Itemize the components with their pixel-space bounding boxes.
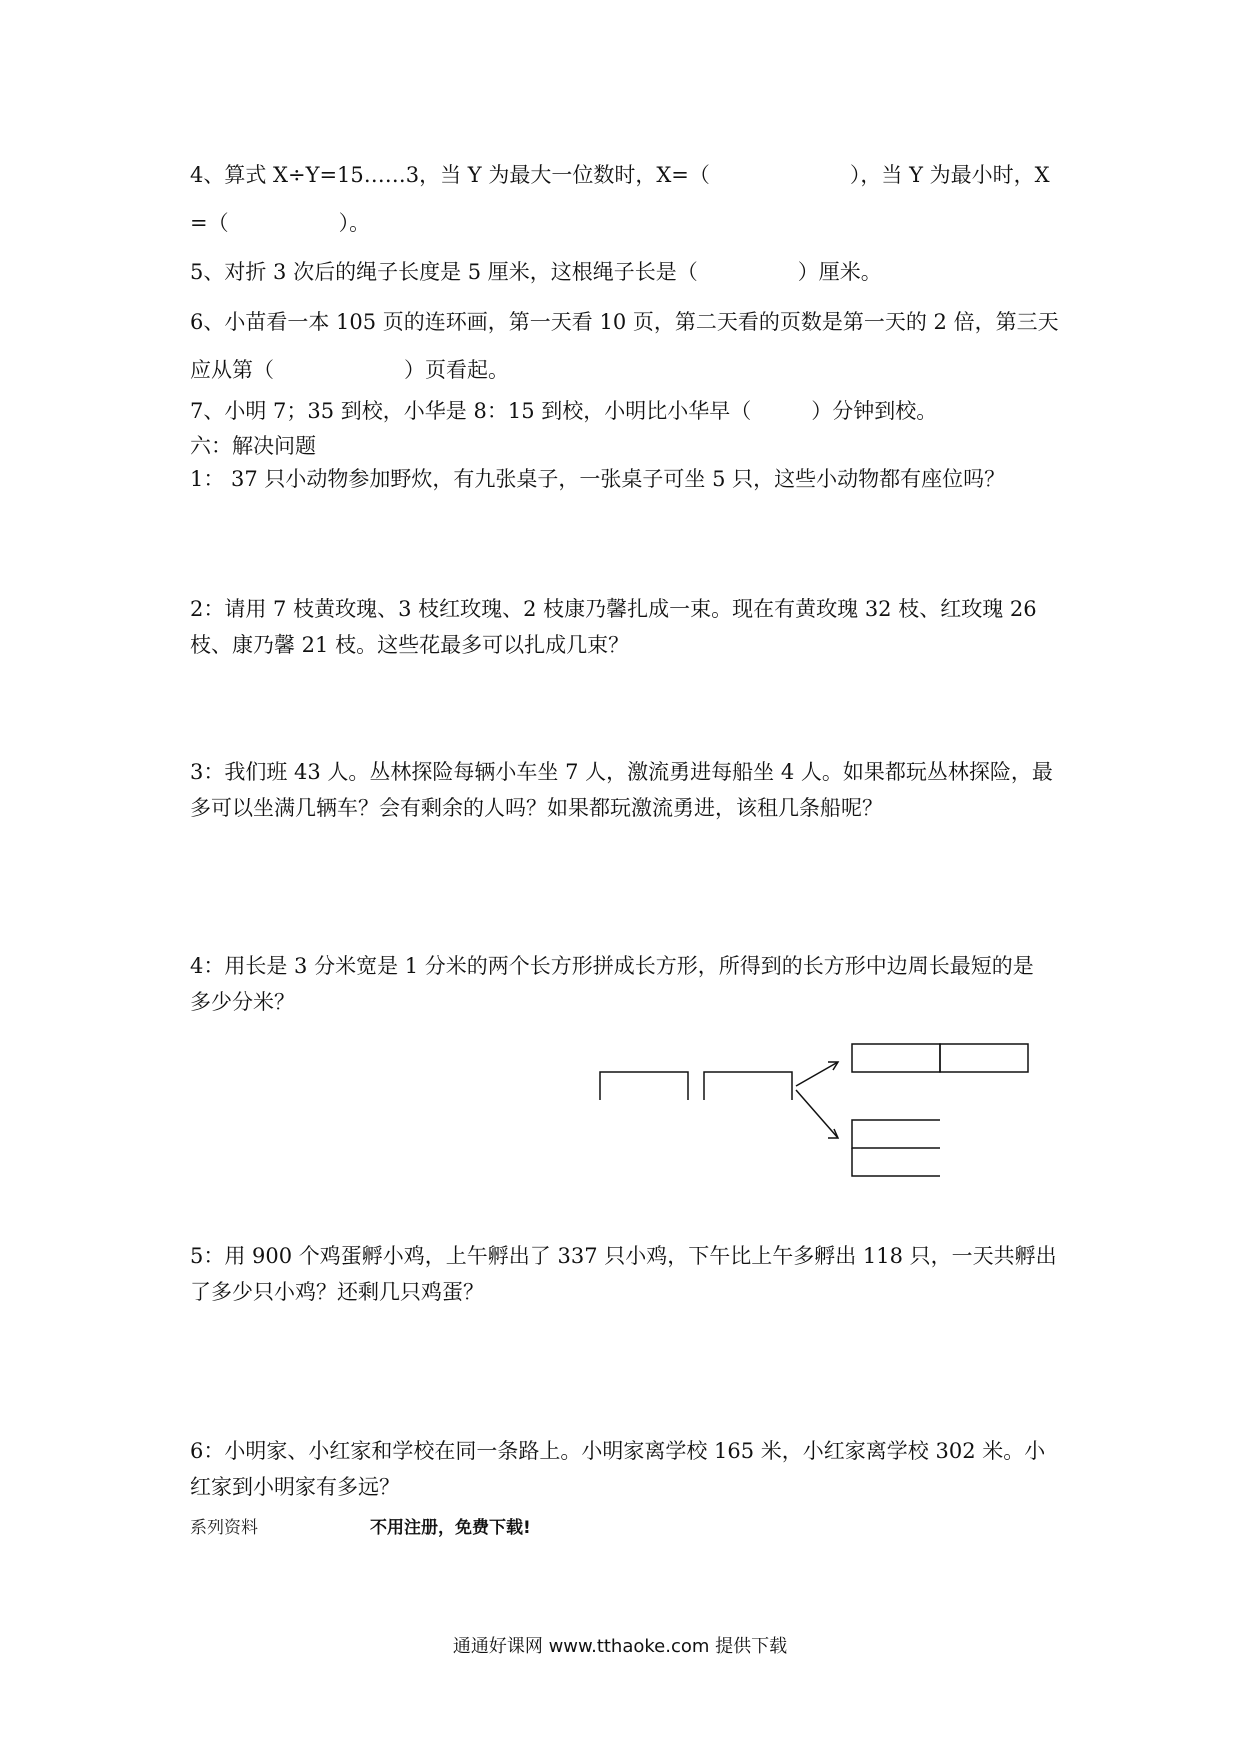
combined-rect-vertical-a	[852, 1120, 940, 1148]
arrow-down-line	[796, 1090, 838, 1138]
problem-6-line-2: 红家到小明家有多远？	[190, 1475, 400, 1499]
combined-rect-vertical-b	[852, 1148, 940, 1176]
problem-6-line-1: 6：小明家、小红家和学校在同一条路上。小明家离学校 165 米，小红家离学校 302 米。小	[190, 1439, 1046, 1463]
footer-credit: 通通好课网 www.tthaoke.com 提供下载	[452, 1636, 788, 1657]
question-4-text-d: ）。	[338, 211, 371, 235]
combined-rect-horizontal-a	[852, 1044, 940, 1072]
problem-5-line-2: 了多少只小鸡？还剩几只鸡蛋？	[190, 1280, 484, 1304]
question-7	[190, 398, 937, 424]
problem-2-line-2: 枝、康乃馨 21 枝。这些花最多可以扎成几束？	[190, 633, 630, 657]
arrow-up-line	[796, 1062, 838, 1086]
problem-2-line-1: 2：请用 7 枝黄玫瑰、3 枝红玫瑰、2 枝康乃馨扎成一束。现在有黄玫瑰 32 枝、红玫瑰 26	[190, 597, 1037, 621]
problem-4-line-2: 多少分米？	[190, 990, 295, 1014]
question-4-text-b: ），当 Y 为最小时，X	[849, 163, 1050, 187]
problem-1: 1： 37 只小动物参加野炊，有九张桌子，一张桌子可坐 5 只，这些小动物都有座位吗？	[190, 467, 1006, 491]
question-6-text-b: ）页看起。	[404, 358, 509, 382]
question-6-text-a: 应从第（	[190, 358, 274, 382]
question-6-line-1: 6、小苗看一本 105 页的连环画，第一天看 10 页，第二天看的页数是第一天的 2 倍，第三天	[190, 310, 1059, 334]
question-5	[190, 259, 882, 285]
question-7-text-a: 7、小明 7；35 到校，小华是 8：15 到校，小明比小华早（	[190, 399, 752, 423]
rectangle-left	[600, 1072, 688, 1100]
footer-free-download: 不用注册，免费下载!	[370, 1518, 531, 1538]
footer-series-label: 系列资料	[190, 1518, 258, 1538]
problem-4-line-1: 4：用长是 3 分米宽是 1 分米的两个长方形拼成长方形，所得到的长方形中边周长最短的是	[190, 954, 1034, 978]
question-4-line-2	[190, 210, 370, 236]
question-6-line-2	[190, 357, 509, 383]
question-7-text-b: ）分钟到校。	[811, 399, 938, 423]
question-4-line-1	[190, 162, 1050, 188]
rectangle-middle	[704, 1072, 792, 1100]
section-title: 六：解决问题	[190, 434, 316, 458]
rectangles-diagram	[590, 1030, 1040, 1190]
question-4-text-a: 4、算式 X÷Y=15……3，当 Y 为最大一位数时，X=（	[190, 163, 710, 187]
problem-3-line-1: 3：我们班 43 人。丛林探险每辆小车坐 7 人，激流勇进每船坐 4 人。如果都玩丛林探险，最	[190, 760, 1053, 784]
question-4-text-c: =（	[190, 211, 229, 235]
question-5-text-b: ）厘米。	[797, 260, 882, 284]
problem-3-line-2: 多可以坐满几辆车？会有剩余的人吗？如果都玩激流勇进，该租几条船呢？	[190, 796, 883, 820]
combined-rect-horizontal-b	[940, 1044, 1028, 1072]
question-5-text-a: 5、对折 3 次后的绳子长度是 5 厘米，这根绳子长是（	[190, 260, 698, 284]
problem-5-line-1: 5：用 900 个鸡蛋孵小鸡，上午孵出了 337 只小鸡，下午比上午多孵出 118 只，一天共孵出	[190, 1244, 1057, 1268]
